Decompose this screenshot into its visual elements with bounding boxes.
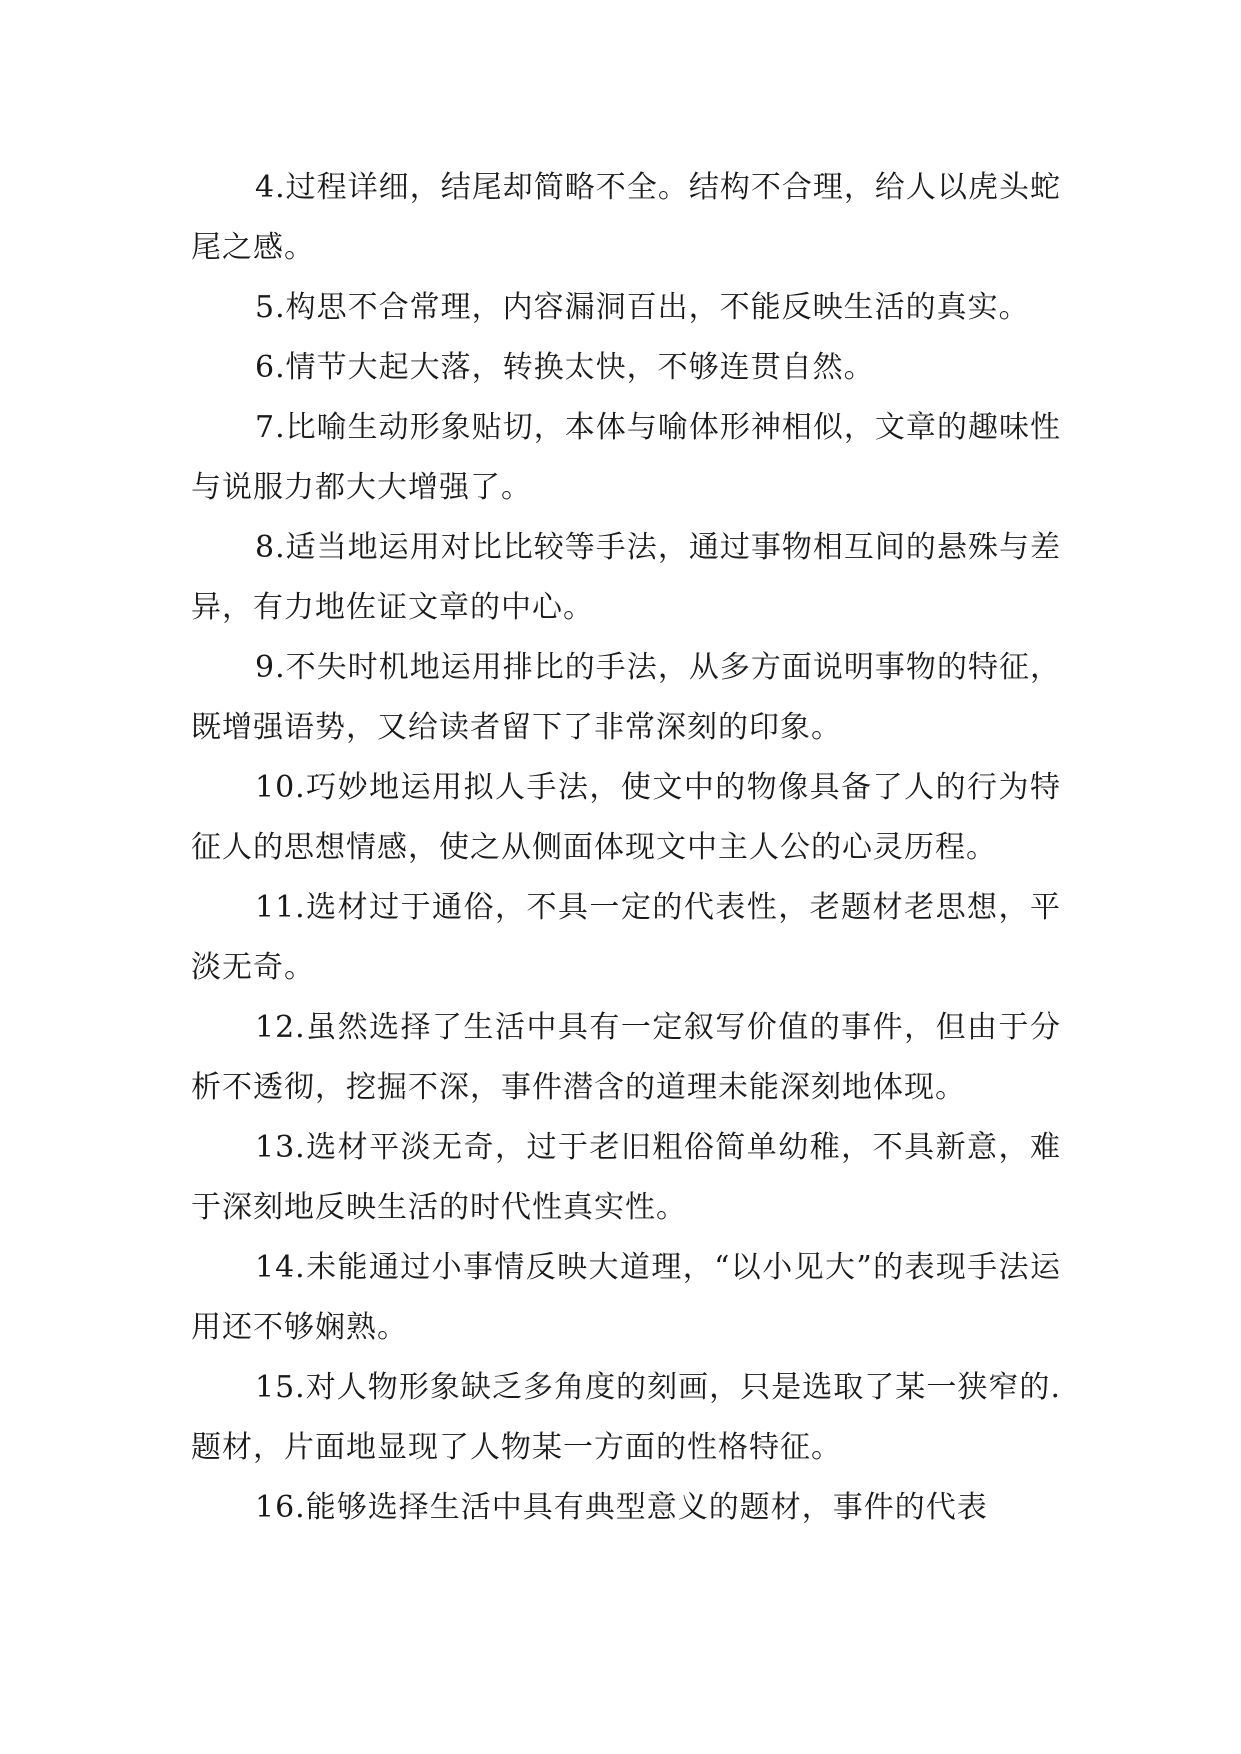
paragraph-12: 12.虽然选择了生活中具有一定叙写价值的事件，但由于分析不透彻，挖掘不深，事件潜含的道理未能深刻地体现。 — [191, 1010, 1061, 1105]
paragraph-15: 15.对人物形象缺乏多角度的刻画，只是选取了某一狭窄的.题材，片面地显现了人物某一方面的性格特征。 — [191, 1370, 1061, 1465]
paragraph-14: 14.未能通过小事情反映大道理，“以小见大”的表现手法运用还不够娴熟。 — [191, 1250, 1061, 1345]
document-body — [191, 158, 1061, 1538]
paragraph-5: 5.构思不合常理，内容漏洞百出，不能反映生活的真实。 — [255, 290, 1030, 325]
paragraph-16: 16.能够选择生活中具有典型意义的题材，事件的代表 — [255, 1490, 988, 1525]
paragraph-8: 8.适当地运用对比比较等手法，通过事物相互间的悬殊与差异，有力地佐证文章的中心。 — [191, 530, 1061, 625]
paragraph-13: 13.选材平淡无奇，过于老旧粗俗简单幼稚，不具新意，难于深刻地反映生活的时代性真实性。 — [191, 1130, 1061, 1225]
paragraph-11: 11.选材过于通俗，不具一定的代表性，老题材老思想，平淡无奇。 — [191, 890, 1061, 985]
paragraph-7: 7.比喻生动形象贴切，本体与喻体形神相似，文章的趣味性与说服力都大大增强了。 — [191, 410, 1061, 505]
paragraph-6: 6.情节大起大落，转换太快，不够连贯自然。 — [255, 350, 875, 385]
paragraph-4: 4.过程详细，结尾却简略不全。结构不合理，给人以虎头蛇尾之感。 — [191, 170, 1061, 265]
paragraph-9: 9.不失时机地运用排比的手法，从多方面说明事物的特征，既增强语势，又给读者留下了非常深刻的印象。 — [191, 650, 1061, 745]
paragraph-10: 10.巧妙地运用拟人手法，使文中的物像具备了人的行为特征人的思想情感，使之从侧面体现文中主人公的心灵历程。 — [191, 770, 1061, 865]
